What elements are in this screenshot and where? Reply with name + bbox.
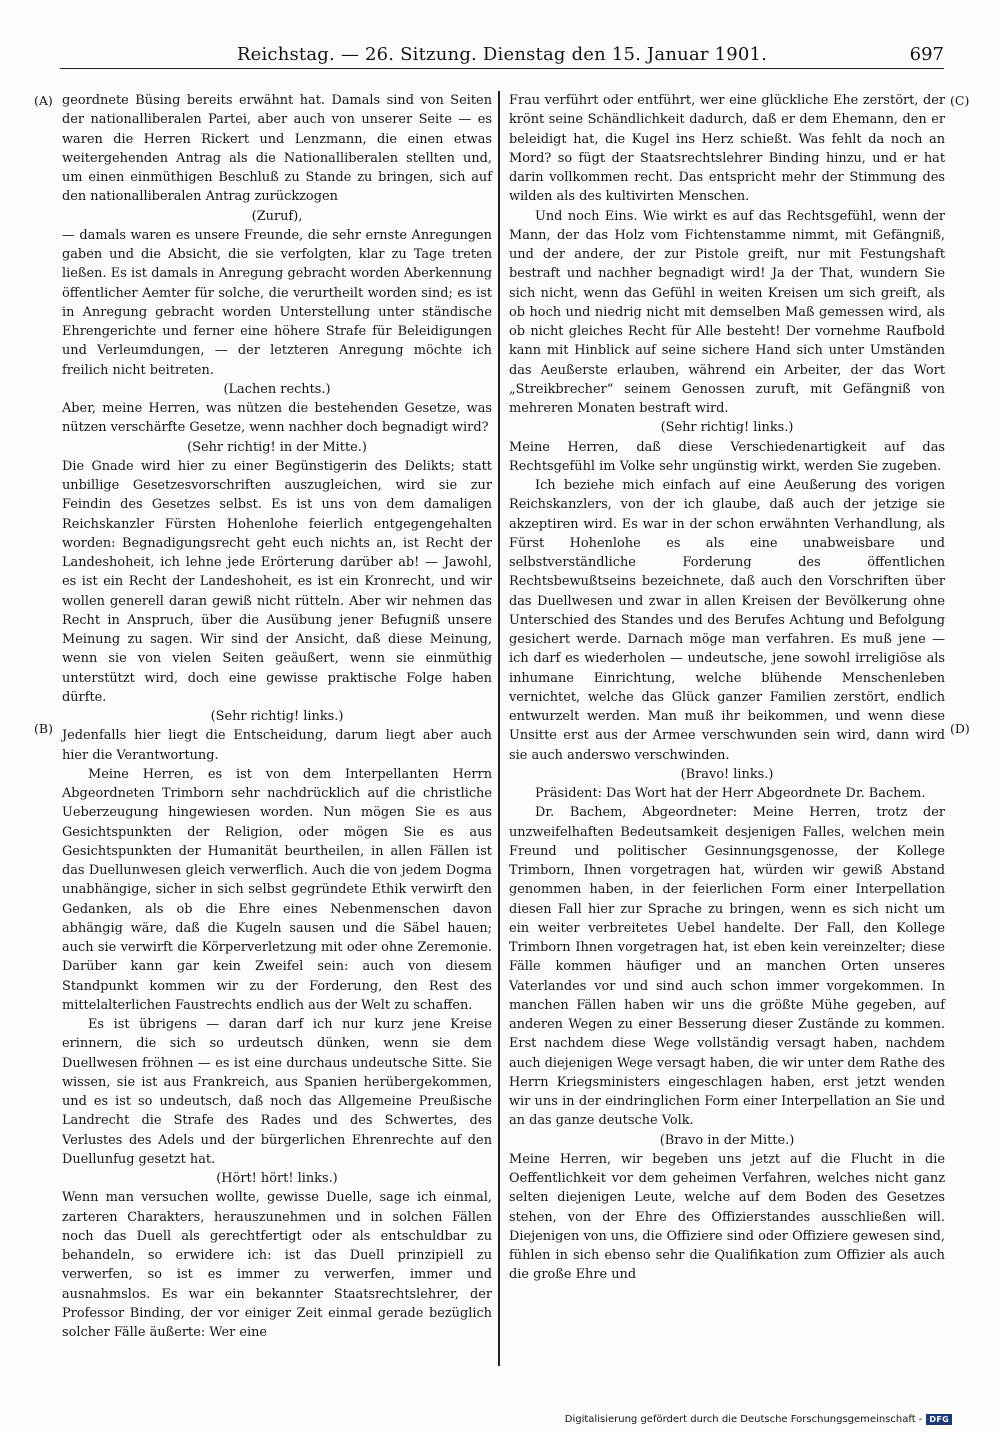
dfg-logo: DFG [926,1414,952,1425]
paragraph: Wenn man versuchen wollte, gewisse Duelle, sage ich einmal, zarteren Charakters, herauszunehmen und in solchen Fällen noch das Duell als gerechtfertigt oder als entschuldbar zu behandeln, so erwidere ich: ist das Duell prinzipiell zu verwerfen, so ist es immer zu verwerfen, immer und ausnahmslos. Es war ein bekannter Staatsrechtslehrer, der Professor Binding, der vor einiger Zeit einmal gerade bezüglich solcher Fälle äußerte: Wer eine [62,1190,492,1340]
interjection: (Sehr richtig! in der Mitte.) [187,439,367,455]
page-footer [565,1414,952,1425]
paragraph: Meine Herren, wir begeben uns jetzt auf die Flucht in die Oeffentlichkeit vor dem geheimen Verfahren, welches nicht ganz selten diejenigen Leute, welche auf dem Boden des Gesetzes stehen, von der Ehre des Offizierstandes ausschließen will. Diejenigen von uns, die Offiziere sind oder Offiziere gewesen sind, fühlen in sich ebenso sehr die Qualifikation zum Offizier als auch die große Ehre und [509,1151,945,1283]
left-column [62,91,492,1342]
right-column [509,91,945,1285]
paragraph: Jedenfalls hier liegt die Entscheidung, darum liegt aber auch hier die Verantwortung. [62,728,492,763]
paragraph: Die Gnade wird hier zu einer Begünstigerin des Delikts; statt unbillige Gesetzesvorschriften auszugleichen, wird sie zur Feindin des Gesetzes selbst. Es ist uns von dem damaligen Reichskanzler Fürsten Hohenlohe feierlich entgegengehalten worden: Begnadigungsrecht geht euch nichts an, ist Recht der Landeshoheit, ich lehne jede Erörterung darüber ab! — Jawohl, es ist ein Recht der Landeshoheit, es ist ein Kronrecht, und wir wollen generell daran gewiß nicht rütteln. Aber wir nehmen das Recht in Anspruch, über die Ausübung jener Befugniß unsere Meinung zu sagen. Wir sind der Ansicht, daß diese Meinung, wenn sie von vielen Seiten geäußert, wenn sie einmüthig unterstützt wird, doch eine gewisse praktische Folge haben dürfte. [62,458,492,705]
paragraph: Aber, meine Herren, was nützen die bestehenden Gesetze, was nützen verschärfte Gesetze, wenn nachher doch begnadigt wird? [62,401,492,436]
interjection: (Sehr richtig! links.) [210,709,344,724]
margin-mark-d: (D) [950,721,970,736]
margin-mark-c: (C) [950,93,970,108]
paragraph: Frau verführt oder entführt, wer eine glückliche Ehe zerstört, der krönt seine Schändlichkeit dadurch, daß er dem Ehemann, den er beleidigt hat, die Kugel ins Herz schießt. Was fehlt da noch an Mord? so fügt der Staatsrechtslehrer Binding hinzu, und er hat darin vollkommen recht. Das entspricht mehr der Stimmung des wilden als des kultivirten Menschen. [509,93,945,205]
interjection: (Bravo in der Mitte.) [659,1132,795,1148]
paragraph: Ich beziehe mich einfach auf eine Aeußerung des vorigen Reichskanzlers, von der ich glaube, daß auch der jetzige sie akzeptiren wird. Es war in der schon erwähnten Verhandlung, als Fürst Hohenlohe es als eine unabweisbare und selbstverständliche Forderung des öffentlichen Rechtsbewußtseins bezeichnete, daß auch den Vorschriften über das Duellwesen und zwar in allen Kreisen der Bevölkerung ohne Unterschied des Standes und des Berufes Achtung und Befolgung gesichert werde. Darnach möge man verfahren. Es muß jene — ich darf es wiederholen — undeutsche, jene sowohl irreligiöse als inhumane Einrichtung, welche blühende Menschenleben vernichtet, welche das Glück ganzer Familien zerstört, endlich entwurzelt werden. Man muß ihr beikommen, und wenn diese Unsitte erst aus der Armee verschwunden sein wird, dann wird sie auch anderswo verschwinden. [509,478,945,763]
page-header [60,42,944,69]
footer-credit: Digitalisierung gefördert durch die Deutsche Forschungsgemeinschaft - [564,1414,923,1425]
paragraph: Präsident: Das Wort hat der Herr Abgeordnete Dr. Bachem. [535,786,926,801]
margin-mark-a: (A) [34,93,53,108]
interjection: (Lachen rechts.) [223,381,331,397]
paragraph: Meine Herren, es ist von dem Interpellanten Herrn Abgeordneten Trimborn sehr nachdrücklich auf die christliche Ueberzeugung hingewiesen worden. Nun mögen Sie es aus Gesichtspunkten der Religion, oder mögen Sie es aus Gesichtspunkten der Humanität beurtheilen, in allen Fällen ist das Duellunwesen gleich verwerflich. Auch die von jedem Dogma unabhängige, sicher in sich selbst gegründete Ethik verwirft den Gedanken, als ob die Ehre eines Nebenmenschen davon abhängig wäre, daß die Kugeln sausen und die Säbel hauen; auch sie verwirft die Körperverletzung mit oder ohne Zeremonie. Darüber kann gar kein Zweifel sein: auch von diesem Standpunkt kommen wir zu der Forderung, den Rest des mittelalterlichen Faustrechts endlich aus der Welt zu schaffen. [62,766,492,1013]
margin-mark-b: (B) [34,721,53,736]
page-number: 697 [909,44,944,65]
paragraph: Es ist übrigens — daran darf ich nur kurz jene Kreise erinnern, die sich so urdeutsch dünken, wenn sie dem Duellwesen fröhnen — es ist eine durchaus undeutsche Sitte. Sie wissen, sie ist aus Frankreich, aus Spanien herübergekommen, und es ist so undeutsch, daß noch das Allgemeine Preußische Landrecht die Strafe des Rades und des Schwertes, des Verlustes des Adels und der bürgerlichen Ehrenrechte auf den Duellunfug gesetzt hat. [62,1017,492,1167]
interjection: (Hört! hört! links.) [216,1171,338,1186]
paragraph: Meine Herren, daß diese Verschiedenartigkeit auf das Rechtsgefühl im Volke sehr ungünstig wirkt, werden Sie zugeben. [509,439,945,474]
interjection: (Sehr richtig! links.) [660,420,794,436]
column-divider [498,91,500,1366]
running-title: Reichstag. — 26. Sitzung. Dienstag den 15. Januar 1901. [236,44,768,65]
paragraph: Dr. Bachem, Abgeordneter: Meine Herren, trotz der unzweifelhaften Bedeutsamkeit desjenigen Falles, welchen mein Freund und politischer Gesinnungsgenosse, der Kollege Trimborn, Ihnen vorgetragen hat, würden wir gewiß Abstand genommen haben, in der feierlichen Form einer Interpellation diesen Fall hier zur Sprache zu bringen, wenn es sich nicht um ein weiter verbreitetes Uebel handelte. Der Fall, den Kollege Trimborn Ihnen vorgetragen hat, ist eben kein vereinzelter; diese Fälle kommen häufiger und an manchen Orten unseres Vaterlandes vor und sind auch schon immer vorgekommen. In manchen Fällen haben wir uns die größte Mühe gegeben, auf anderen Wegen zu einer Besserung dieser Zustände zu kommen. Erst nachdem diese Wege vollständig versagt haben, nachdem auch diejenigen Wege versagt haben, die wir unter dem Rathe des Herrn Kriegsministers eingeschlagen haben, erst jetzt wenden wir uns in der eindringlichen Form einer Interpellation an Sie und an das ganze deutsche Volk. [509,805,945,1129]
interjection: (Zuruf), [251,208,303,224]
paragraph: — damals waren es unsere Freunde, die sehr ernste Anregungen gaben und die Absicht, die sie verfolgten, klar zu Tage treten ließen. Es ist damals in Anregung gebracht worden Aberkennung öffentlicher Aemter für solche, die verurtheilt worden sind; es ist in Anregung gebracht worden Unterstellung unter ständische Ehrengerichte und ferner eine höhere Strafe für Beleidigungen und Verleumdungen, — der letzteren Anregung möchte ich freilich nicht beitreten. [62,227,492,378]
interjection: (Bravo! links.) [680,766,774,782]
paragraph: Und noch Eins. Wie wirkt es auf das Rechtsgefühl, wenn der Mann, der das Holz vom Fichtenstamme nimmt, mit Gefängniß, und der andere, der zur Pistole greift, nur mit Festungshaft bestraft und nachher begnadigt wird! Ja der That, wundern Sie sich nicht, wenn das Gefühl in weiten Kreisen um sich greift, als ob hoch und niedrig nicht mit demselben Maß gemessen wird, als ob nicht gleiches Recht für Alle besteht! Der vornehme Raufbold kann mit Hinblick auf seine sichere Hand sich unter Umständen das Aeußerste erlauben, während ein Arbeiter, der das Wort „Streikbrecher“ seinem Genossen zuruft, mit Gefängniß von mehreren Monaten bestraft wird. [509,208,945,416]
paragraph: geordnete Büsing bereits erwähnt hat. Damals sind von Seiten der nationalliberalen Partei, aber auch von unserer Seite — es waren die Herren Rickert und Lenzmann, die einen etwas weitergehenden Antrag als die Nationalliberalen stellten und, um einen einmüthigen Beschluß zu Stande zu bringen, sich auf den nationalliberalen Antrag zurückzogen [62,93,492,205]
